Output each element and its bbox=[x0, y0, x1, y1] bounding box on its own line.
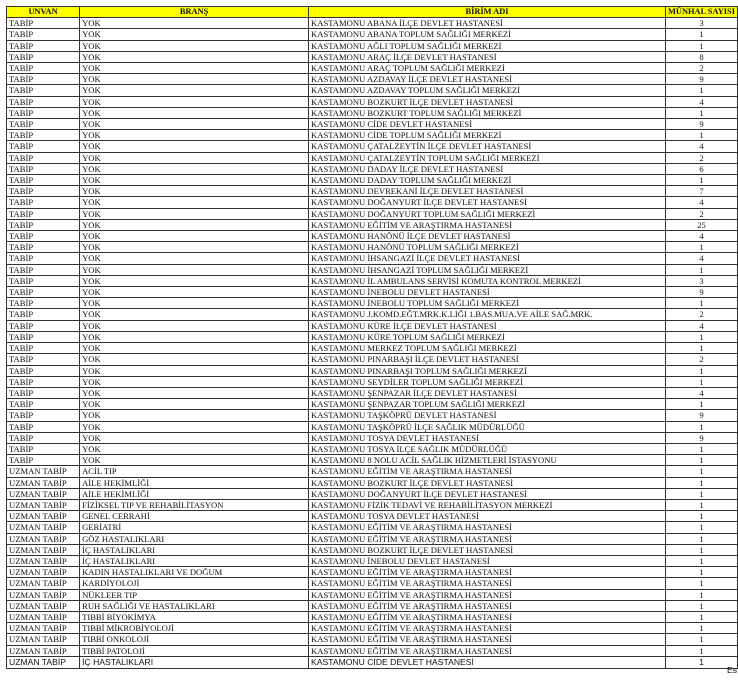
table-row bbox=[7, 589, 738, 600]
cell-unvan: TABİP bbox=[7, 365, 80, 376]
cell-sayi: 8 bbox=[666, 51, 738, 62]
cell-brans: YOK bbox=[80, 152, 309, 163]
table-row bbox=[7, 611, 738, 622]
cell-brans: TIBBİ ONKOLOJİ bbox=[80, 634, 309, 645]
cell-sayi: 1 bbox=[666, 130, 738, 141]
cell-unvan: UZMAN TABİP bbox=[7, 611, 80, 622]
cell-brans: YOK bbox=[80, 119, 309, 130]
cell-sayi: 1 bbox=[666, 399, 738, 410]
cell-sayi: 3 bbox=[666, 18, 738, 29]
cell-unvan: TABİP bbox=[7, 63, 80, 74]
table-row bbox=[7, 432, 738, 443]
cell-birim: KASTAMONU DADAY TOPLUM SAĞLIĞI MERKEZİ bbox=[309, 175, 666, 186]
cell-birim: KASTAMONU EĞİTİM VE ARAŞTIRMA HASTANESİ bbox=[309, 611, 666, 622]
table-row bbox=[7, 51, 738, 62]
cell-brans: YOK bbox=[80, 141, 309, 152]
cell-birim: KASTAMONU EĞİTİM VE ARAŞTIRMA HASTANESİ bbox=[309, 522, 666, 533]
cell-brans: KADIN HASTALIKLARI VE DOĞUM bbox=[80, 567, 309, 578]
table-row bbox=[7, 555, 738, 566]
table-row bbox=[7, 197, 738, 208]
cell-unvan: TABİP bbox=[7, 253, 80, 264]
table-row bbox=[7, 275, 738, 286]
table-row bbox=[7, 130, 738, 141]
table-row bbox=[7, 343, 738, 354]
cell-unvan: TABİP bbox=[7, 354, 80, 365]
cell-birim: KASTAMONU J.KOMD.EĞT.MRK.K.LIĞI 1.BAS.MUA.VE AİLE SAĞ.MRK. bbox=[309, 309, 666, 320]
cell-brans: AİLE HEKİMLİĞİ bbox=[80, 488, 309, 499]
cell-sayi: 9 bbox=[666, 287, 738, 298]
table-row bbox=[7, 656, 738, 668]
cell-unvan: UZMAN TABİP bbox=[7, 488, 80, 499]
cell-brans: YOK bbox=[80, 242, 309, 253]
cell-unvan: UZMAN TABİP bbox=[7, 589, 80, 600]
cell-sayi: 4 bbox=[666, 320, 738, 331]
cell-sayi: 1 bbox=[666, 511, 738, 522]
header-sayi: MÜNHAL SAYISI bbox=[666, 7, 738, 18]
cell-unvan: TABİP bbox=[7, 343, 80, 354]
cell-birim: KASTAMONU BOZKURT TOPLUM SAĞLIĞI MERKEZİ bbox=[309, 107, 666, 118]
cell-brans: KARDİYOLOJİ bbox=[80, 578, 309, 589]
cell-sayi: 1 bbox=[666, 376, 738, 387]
cell-brans: YOK bbox=[80, 85, 309, 96]
cell-unvan: TABİP bbox=[7, 51, 80, 62]
cell-brans: YOK bbox=[80, 219, 309, 230]
table-row bbox=[7, 309, 738, 320]
cell-birim: KASTAMONU EĞİTİM VE ARAŞTIRMA HASTANESİ bbox=[309, 466, 666, 477]
cell-brans: YOK bbox=[80, 96, 309, 107]
cell-birim: KASTAMONU DOĞANYURT İLÇE DEVLET HASTANESİ bbox=[309, 488, 666, 499]
cell-brans: YOK bbox=[80, 253, 309, 264]
cell-birim: KASTAMONU CİDE DEVLET HASTANESİ bbox=[309, 119, 666, 130]
cell-brans: YOK bbox=[80, 309, 309, 320]
table-row bbox=[7, 522, 738, 533]
cell-brans: YOK bbox=[80, 343, 309, 354]
cell-birim: KASTAMONU PINARBAŞI TOPLUM SAĞLIĞI MERKEZİ bbox=[309, 365, 666, 376]
cell-brans: YOK bbox=[80, 443, 309, 454]
cell-birim: KASTAMONU ÇATALZEYTİN İLÇE DEVLET HASTANESİ bbox=[309, 141, 666, 152]
table-row bbox=[7, 331, 738, 342]
cell-sayi: 1 bbox=[666, 600, 738, 611]
cell-unvan: TABİP bbox=[7, 231, 80, 242]
cell-birim: KASTAMONU ABANA TOPLUM SAĞLIĞI MERKEZİ bbox=[309, 29, 666, 40]
cell-brans: FİZİKSEL TIP VE REHABİLİTASYON bbox=[80, 499, 309, 510]
cell-unvan: UZMAN TABİP bbox=[7, 645, 80, 656]
cell-unvan: UZMAN TABİP bbox=[7, 477, 80, 488]
cell-birim: KASTAMONU AĞLI TOPLUM SAĞLIĞI MERKEZİ bbox=[309, 40, 666, 51]
cell-sayi: 9 bbox=[666, 119, 738, 130]
cell-sayi: 4 bbox=[666, 253, 738, 264]
cell-unvan: TABİP bbox=[7, 119, 80, 130]
cell-brans: YOK bbox=[80, 421, 309, 432]
cell-sayi: 1 bbox=[666, 589, 738, 600]
table-row bbox=[7, 567, 738, 578]
cell-brans: YOK bbox=[80, 354, 309, 365]
table-row bbox=[7, 645, 738, 656]
cell-birim: KASTAMONU DOĞANYURT TOPLUM SAĞLIĞI MERKEZİ bbox=[309, 208, 666, 219]
cell-brans: YOK bbox=[80, 40, 309, 51]
table-row bbox=[7, 186, 738, 197]
cell-sayi: 1 bbox=[666, 623, 738, 634]
cell-birim: KASTAMONU CİDE DEVLET HASTANESİ bbox=[309, 656, 666, 668]
cell-unvan: TABİP bbox=[7, 376, 80, 387]
table-row bbox=[7, 242, 738, 253]
table-row bbox=[7, 533, 738, 544]
cell-brans: TIBBİ BİYOKİMYA bbox=[80, 611, 309, 622]
table-row bbox=[7, 141, 738, 152]
table-row bbox=[7, 443, 738, 454]
cell-sayi: 1 bbox=[666, 29, 738, 40]
table-row bbox=[7, 466, 738, 477]
cell-unvan: TABİP bbox=[7, 141, 80, 152]
cell-brans: YOK bbox=[80, 63, 309, 74]
cell-brans: GERİATRİ bbox=[80, 522, 309, 533]
table-row bbox=[7, 477, 738, 488]
cell-unvan: TABİP bbox=[7, 175, 80, 186]
table-row bbox=[7, 163, 738, 174]
header-brans: BRANŞ bbox=[80, 7, 309, 18]
cell-sayi: 3 bbox=[666, 275, 738, 286]
cell-brans: YOK bbox=[80, 264, 309, 275]
table-row bbox=[7, 18, 738, 29]
cell-birim: KASTAMONU İNEBOLU DEVLET HASTANESİ bbox=[309, 555, 666, 566]
cell-birim: KASTAMONU MERKEZ TOPLUM SAĞLIĞI MERKEZİ bbox=[309, 343, 666, 354]
cell-unvan: UZMAN TABİP bbox=[7, 522, 80, 533]
table-row bbox=[7, 219, 738, 230]
cell-brans: TIBBİ PATOLOJİ bbox=[80, 645, 309, 656]
cell-sayi: 2 bbox=[666, 63, 738, 74]
table-row bbox=[7, 40, 738, 51]
cell-sayi: 1 bbox=[666, 544, 738, 555]
cell-sayi: 1 bbox=[666, 331, 738, 342]
cell-unvan: UZMAN TABİP bbox=[7, 533, 80, 544]
cell-sayi: 1 bbox=[666, 522, 738, 533]
cell-birim: KASTAMONU İNEBOLU DEVLET HASTANESİ bbox=[309, 287, 666, 298]
table-row bbox=[7, 365, 738, 376]
cell-brans: YOK bbox=[80, 387, 309, 398]
table-row bbox=[7, 455, 738, 466]
table-row bbox=[7, 387, 738, 398]
cell-birim: KASTAMONU EĞİTİM VE ARAŞTIRMA HASTANESİ bbox=[309, 634, 666, 645]
table-row bbox=[7, 399, 738, 410]
cell-unvan: UZMAN TABİP bbox=[7, 600, 80, 611]
table-row bbox=[7, 231, 738, 242]
cell-unvan: TABİP bbox=[7, 85, 80, 96]
cell-sayi: 1 bbox=[666, 477, 738, 488]
cell-sayi: 4 bbox=[666, 387, 738, 398]
cell-unvan: TABİP bbox=[7, 309, 80, 320]
cell-brans: YOK bbox=[80, 432, 309, 443]
cell-unvan: TABİP bbox=[7, 40, 80, 51]
cell-birim: KASTAMONU ABANA İLÇE DEVLET HASTANESİ bbox=[309, 18, 666, 29]
cell-brans: NÜKLEER TIP bbox=[80, 589, 309, 600]
cell-birim: KASTAMONU TOSYA DEVLET HASTANESİ bbox=[309, 511, 666, 522]
cell-sayi: 2 bbox=[666, 354, 738, 365]
cell-sayi: 1 bbox=[666, 567, 738, 578]
table-row bbox=[7, 376, 738, 387]
cell-sayi: 1 bbox=[666, 533, 738, 544]
cell-sayi: 1 bbox=[666, 298, 738, 309]
vacancy-table bbox=[6, 6, 738, 669]
cell-sayi: 2 bbox=[666, 309, 738, 320]
table-row bbox=[7, 634, 738, 645]
cell-unvan: TABİP bbox=[7, 387, 80, 398]
cell-sayi: 6 bbox=[666, 163, 738, 174]
table-body bbox=[7, 18, 738, 669]
cell-sayi: 7 bbox=[666, 186, 738, 197]
table-row bbox=[7, 264, 738, 275]
cell-sayi: 1 bbox=[666, 455, 738, 466]
cell-birim: KASTAMONU TOSYA İLÇE SAĞLIK MÜDÜRLÜĞÜ bbox=[309, 443, 666, 454]
cell-birim: KASTAMONU EĞİTİM VE ARAŞTIRMA HASTANESİ bbox=[309, 623, 666, 634]
cell-birim: KASTAMONU EĞİTİM VE ARAŞTIRMA HASTANESİ bbox=[309, 578, 666, 589]
cell-sayi: 1 bbox=[666, 242, 738, 253]
cell-unvan: TABİP bbox=[7, 242, 80, 253]
cell-birim: KASTAMONU İHSANGAZİ TOPLUM SAĞLIĞI MERKEZİ bbox=[309, 264, 666, 275]
cell-unvan: UZMAN TABİP bbox=[7, 511, 80, 522]
table-row bbox=[7, 85, 738, 96]
cell-birim: KASTAMONU AZDAVAY TOPLUM SAĞLIĞI MERKEZİ bbox=[309, 85, 666, 96]
cell-sayi: 4 bbox=[666, 231, 738, 242]
cell-sayi: 9 bbox=[666, 432, 738, 443]
cell-sayi: 2 bbox=[666, 152, 738, 163]
cell-unvan: TABİP bbox=[7, 275, 80, 286]
table-row bbox=[7, 287, 738, 298]
cell-unvan: TABİP bbox=[7, 74, 80, 85]
cell-unvan: TABİP bbox=[7, 399, 80, 410]
cell-brans: YOK bbox=[80, 331, 309, 342]
cell-unvan: TABİP bbox=[7, 219, 80, 230]
cell-sayi: 2 bbox=[666, 208, 738, 219]
cell-unvan: UZMAN TABİP bbox=[7, 623, 80, 634]
cell-birim: KASTAMONU KÜRE TOPLUM SAĞLIĞI MERKEZİ bbox=[309, 331, 666, 342]
cell-birim: KASTAMONU SEYDİLER TOPLUM SAĞLIĞI MERKEZİ bbox=[309, 376, 666, 387]
cell-brans: YOK bbox=[80, 231, 309, 242]
cell-brans: YOK bbox=[80, 455, 309, 466]
cell-unvan: TABİP bbox=[7, 287, 80, 298]
table-row bbox=[7, 298, 738, 309]
table-row bbox=[7, 96, 738, 107]
cell-birim: KASTAMONU İNEBOLU TOPLUM SAĞLIĞI MERKEZİ bbox=[309, 298, 666, 309]
cell-birim: KASTAMONU 8 NOLU ACİL SAĞLIK HİZMETLERİ İSTASYONU bbox=[309, 455, 666, 466]
cell-brans: YOK bbox=[80, 29, 309, 40]
cell-birim: KASTAMONU PINARBAŞI İLÇE DEVLET HASTANESİ bbox=[309, 354, 666, 365]
table-row bbox=[7, 354, 738, 365]
cell-birim: KASTAMONU EĞİTİM VE ARAŞTIRMA HASTANESİ bbox=[309, 567, 666, 578]
cell-sayi: 1 bbox=[666, 488, 738, 499]
cell-brans: AİLE HEKİMLİĞİ bbox=[80, 477, 309, 488]
table-row bbox=[7, 511, 738, 522]
cell-sayi: 9 bbox=[666, 74, 738, 85]
cell-birim: KASTAMONU EĞİTİM VE ARAŞTIRMA HASTANESİ bbox=[309, 645, 666, 656]
cell-birim: KASTAMONU BOZKURT İLÇE DEVLET HASTANESİ bbox=[309, 544, 666, 555]
cell-sayi: 1 bbox=[666, 443, 738, 454]
cell-brans: YOK bbox=[80, 51, 309, 62]
table-row bbox=[7, 421, 738, 432]
table-row bbox=[7, 320, 738, 331]
cell-brans: YOK bbox=[80, 320, 309, 331]
cell-unvan: TABİP bbox=[7, 264, 80, 275]
cell-birim: KASTAMONU EĞİTİM VE ARAŞTIRMA HASTANESİ bbox=[309, 219, 666, 230]
cell-sayi: 1 bbox=[666, 264, 738, 275]
cell-brans: YOK bbox=[80, 399, 309, 410]
cell-sayi: 1 bbox=[666, 343, 738, 354]
table-row bbox=[7, 107, 738, 118]
cell-sayi: 4 bbox=[666, 141, 738, 152]
cell-birim: KASTAMONU EĞİTİM VE ARAŞTIRMA HASTANESİ bbox=[309, 589, 666, 600]
cell-unvan: TABİP bbox=[7, 432, 80, 443]
cell-brans: ACİL TIP bbox=[80, 466, 309, 477]
cell-birim: KASTAMONU ARAÇ İLÇE DEVLET HASTANESİ bbox=[309, 51, 666, 62]
cell-sayi: 1 bbox=[666, 421, 738, 432]
cell-sayi: 4 bbox=[666, 96, 738, 107]
cell-unvan: TABİP bbox=[7, 152, 80, 163]
table-row bbox=[7, 544, 738, 555]
cell-brans: YOK bbox=[80, 186, 309, 197]
cell-brans: İÇ HASTALIKLARI bbox=[80, 555, 309, 566]
cell-unvan: TABİP bbox=[7, 29, 80, 40]
cell-unvan: TABİP bbox=[7, 320, 80, 331]
cell-sayi: 1 bbox=[666, 85, 738, 96]
cell-sayi: 4 bbox=[666, 197, 738, 208]
cell-brans: RUH SAĞLIĞI VE HASTALIKLARI bbox=[80, 600, 309, 611]
cell-brans: YOK bbox=[80, 130, 309, 141]
cell-unvan: TABİP bbox=[7, 455, 80, 466]
cell-birim: KASTAMONU CİDE TOPLUM SAĞLIĞI MERKEZİ bbox=[309, 130, 666, 141]
cell-sayi: 1 bbox=[666, 578, 738, 589]
cell-unvan: UZMAN TABİP bbox=[7, 634, 80, 645]
table-row bbox=[7, 175, 738, 186]
cell-sayi: 25 bbox=[666, 219, 738, 230]
cell-unvan: TABİP bbox=[7, 130, 80, 141]
cell-birim: KASTAMONU HANÖNÜ TOPLUM SAĞLIĞI MERKEZİ bbox=[309, 242, 666, 253]
cell-birim: KASTAMONU ŞENPAZAR İLÇE DEVLET HASTANESİ bbox=[309, 387, 666, 398]
cell-birim: KASTAMONU EĞİTİM VE ARAŞTIRMA HASTANESİ bbox=[309, 600, 666, 611]
cell-brans: YOK bbox=[80, 107, 309, 118]
cell-brans: YOK bbox=[80, 298, 309, 309]
table-row bbox=[7, 253, 738, 264]
cell-brans: YOK bbox=[80, 197, 309, 208]
cell-unvan: TABİP bbox=[7, 410, 80, 421]
table-row bbox=[7, 578, 738, 589]
cell-brans: YOK bbox=[80, 74, 309, 85]
table-row bbox=[7, 29, 738, 40]
cell-brans: TIBBİ MİKROBİYOLOJİ bbox=[80, 623, 309, 634]
cell-unvan: TABİP bbox=[7, 163, 80, 174]
cell-unvan: TABİP bbox=[7, 186, 80, 197]
cell-unvan: TABİP bbox=[7, 96, 80, 107]
cell-brans: YOK bbox=[80, 175, 309, 186]
cell-brans: GENEL CERRAHİ bbox=[80, 511, 309, 522]
cell-birim: KASTAMONU TOSYA DEVLET HASTANESİ bbox=[309, 432, 666, 443]
cell-brans: YOK bbox=[80, 287, 309, 298]
cell-birim: KASTAMONU HANÖNÜ İLÇE DEVLET HASTANESİ bbox=[309, 231, 666, 242]
table-row bbox=[7, 488, 738, 499]
cell-brans: YOK bbox=[80, 208, 309, 219]
cell-brans: YOK bbox=[80, 18, 309, 29]
cell-brans: YOK bbox=[80, 163, 309, 174]
cell-unvan: TABİP bbox=[7, 421, 80, 432]
cell-brans: YOK bbox=[80, 365, 309, 376]
cell-sayi: 1 bbox=[666, 107, 738, 118]
cell-brans: YOK bbox=[80, 376, 309, 387]
cell-sayi: 1 bbox=[666, 175, 738, 186]
cell-birim: KASTAMONU TAŞKÖPRÜ İLÇE SAĞLIK MÜDÜRLÜĞÜ bbox=[309, 421, 666, 432]
table-row bbox=[7, 152, 738, 163]
cell-brans: YOK bbox=[80, 410, 309, 421]
cell-birim: KASTAMONU ŞENPAZAR TOPLUM SAĞLIĞI MERKEZİ bbox=[309, 399, 666, 410]
cell-birim: KASTAMONU BOZKURT İLÇE DEVLET HASTANESİ bbox=[309, 477, 666, 488]
cell-brans: YOK bbox=[80, 275, 309, 286]
cell-brans: İÇ HASTALIKLARI bbox=[80, 544, 309, 555]
cell-sayi: 1 bbox=[666, 499, 738, 510]
cell-sayi: 9 bbox=[666, 410, 738, 421]
cell-unvan: UZMAN TABİP bbox=[7, 578, 80, 589]
cell-unvan: UZMAN TABİP bbox=[7, 499, 80, 510]
cell-sayi: 1 bbox=[666, 645, 738, 656]
cell-unvan: TABİP bbox=[7, 18, 80, 29]
cell-birim: KASTAMONU İHSANGAZİ İLÇE DEVLET HASTANESİ bbox=[309, 253, 666, 264]
cell-brans: İÇ HASTALIKLARI bbox=[80, 656, 309, 668]
table-row bbox=[7, 410, 738, 421]
cell-unvan: UZMAN TABİP bbox=[7, 656, 80, 668]
cell-unvan: TABİP bbox=[7, 443, 80, 454]
table-row bbox=[7, 600, 738, 611]
cell-unvan: TABİP bbox=[7, 298, 80, 309]
cell-sayi: 1 bbox=[666, 40, 738, 51]
cell-unvan: TABİP bbox=[7, 197, 80, 208]
cell-birim: KASTAMONU ÇATALZEYTİN TOPLUM SAĞLIĞI MERKEZİ bbox=[309, 152, 666, 163]
cell-sayi: 1 bbox=[666, 466, 738, 477]
table-row bbox=[7, 63, 738, 74]
cell-sayi: 1 bbox=[666, 555, 738, 566]
cell-birim: KASTAMONU DOĞANYURT İLÇE DEVLET HASTANESİ bbox=[309, 197, 666, 208]
cell-birim: KASTAMONU AZDAVAY İLÇE DEVLET HASTANESİ bbox=[309, 74, 666, 85]
header-unvan: UNVAN bbox=[7, 7, 80, 18]
cell-unvan: UZMAN TABİP bbox=[7, 567, 80, 578]
cell-birim: KASTAMONU DEVREKANİ İLÇE DEVLET HASTANESİ bbox=[309, 186, 666, 197]
header-row bbox=[7, 7, 738, 18]
clipped-cell-text: Es bbox=[727, 665, 738, 675]
table-row bbox=[7, 499, 738, 510]
cell-birim: KASTAMONU KÜRE İLÇE DEVLET HASTANESİ bbox=[309, 320, 666, 331]
cell-sayi: 1 bbox=[666, 365, 738, 376]
cell-unvan: UZMAN TABİP bbox=[7, 544, 80, 555]
cell-brans: GÖZ HASTALIKLARI bbox=[80, 533, 309, 544]
cell-birim: KASTAMONU TAŞKÖPRÜ DEVLET HASTANESİ bbox=[309, 410, 666, 421]
cell-birim: KASTAMONU ARAÇ TOPLUM SAĞLIĞI MERKEZİ bbox=[309, 63, 666, 74]
table-row bbox=[7, 208, 738, 219]
table-row bbox=[7, 623, 738, 634]
table-row bbox=[7, 119, 738, 130]
cell-unvan: TABİP bbox=[7, 331, 80, 342]
cell-birim: KASTAMONU BOZKURT İLÇE DEVLET HASTANESİ bbox=[309, 96, 666, 107]
cell-unvan: TABİP bbox=[7, 208, 80, 219]
cell-unvan: UZMAN TABİP bbox=[7, 466, 80, 477]
cell-birim: KASTAMONU İL AMBULANS SERVİSİ KOMUTA KONTROL MERKEZİ bbox=[309, 275, 666, 286]
cell-birim: KASTAMONU EĞİTİM VE ARAŞTIRMA HASTANESİ bbox=[309, 533, 666, 544]
table-row bbox=[7, 74, 738, 85]
cell-unvan: TABİP bbox=[7, 107, 80, 118]
cell-birim: KASTAMONU FİZİK TEDAVİ VE REHABİLİTASYON MERKEZİ bbox=[309, 499, 666, 510]
header-birim: BİRİM ADI bbox=[309, 7, 666, 18]
cell-birim: KASTAMONU DADAY İLÇE DEVLET HASTANESİ bbox=[309, 163, 666, 174]
cell-sayi: 1 bbox=[666, 634, 738, 645]
cell-unvan: UZMAN TABİP bbox=[7, 555, 80, 566]
cell-sayi: 1 bbox=[666, 611, 738, 622]
cell-sayi: 1 bbox=[666, 656, 738, 668]
